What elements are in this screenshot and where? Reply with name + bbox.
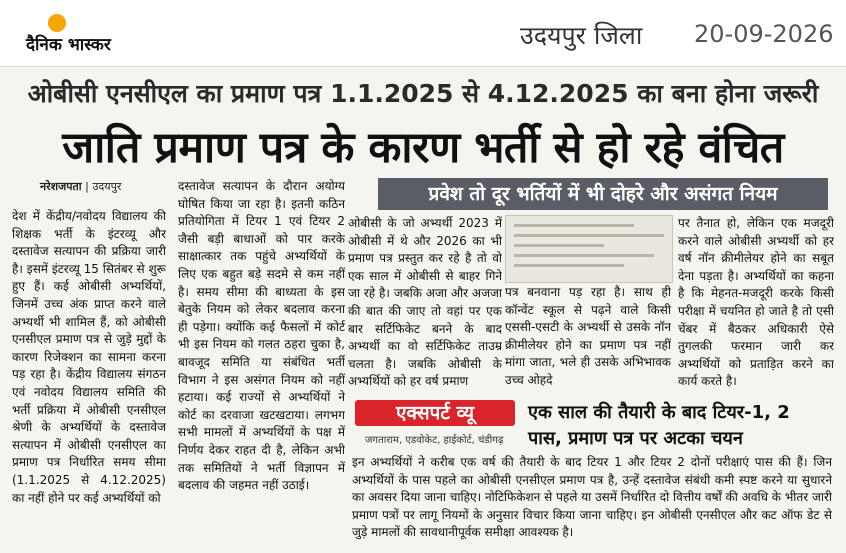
article-column-1: [12, 208, 166, 548]
sun-logo-icon: [48, 14, 66, 32]
expert-view-tag: एक्सपर्ट व्यू: [355, 400, 515, 426]
article-column-3: [348, 215, 502, 395]
district-label: उदयपुर जिला: [520, 21, 643, 50]
byline-name: नरेशजपता: [40, 180, 82, 193]
masthead: [0, 0, 846, 67]
article-column-4: [678, 215, 834, 395]
logo-text: दैनिक भास्कर: [26, 35, 111, 55]
section-banner: प्रवेश तो दूर भर्तियों में भी दोहरे और असंगत नियम: [378, 178, 828, 210]
byline-place: उदयपुर: [92, 180, 122, 193]
main-headline: जाति प्रमाण पत्र के कारण भर्ती से हो रहे वंचित: [62, 123, 784, 173]
expert-heading-line-2: पास, प्रमाण पत्र पर अटका चयन: [528, 428, 743, 449]
column-4-text: पर तैनात हो, लेकिन एक मजदूरी करने वाले ओबीसी अभ्यर्थी को हर वर्ष नॉन क्रीमीलेयर होने का सबूत देना पड़ता है। अभ्यर्थियों का कहना है कि मेहनत-मजदूरी करके किसी परीक्षा में चयनित हो जाते है तो एसी चेंबर में बैठकर अधिकारी ऐसे तुगलकी फरमान जारी कर अभ्यर्थियों को प्रताड़ित करने का कार्य करते है।: [678, 216, 834, 389]
expert-body-text: इन अभ्यर्थियों ने करीब एक वर्ष की तैयारी के बाद टियर 1 और टियर 2 दोनों परीक्षाएं पास की हैं। जिन अभ्यर्थियों के पास पहले का ओबीसी एनसीएल प्रमाण पत्र है, उन्हें दस्तावेज संबंधी कमी स्पष्ट करने या सुधारने का अवसर दिया जाना चाहिए। नोटिफिकेशन से पहले या उसमें निर्धारित दो वित्तीय वर्षों की अवधि के भीतर जारी प्रमाण पत्रों पर लागू नियमों के अनुसार विचार किया जाना चाहिए। इन ओबीसी एनसीएल और कट ऑफ डेट से जुड़े मामलों की सावधानीपूर्वक समीक्षा आवश्यक है।: [352, 455, 832, 540]
byline: नरेशजपता | उदयपुर: [40, 180, 122, 193]
certificate-image: [505, 215, 673, 283]
expert-heading-line-1: एक साल की तैयारी के बाद टियर-1, 2: [528, 402, 790, 423]
column-3b-text: पत्र बनवाना पड़ रहा है। साथ ही कॉन्वेंट स्कूल से पढ़ने वाले किसी एससी-एसटी के अभ्यर्थी से उसके नॉन क्रीमीलेयर होने का प्रमाण पत्र नहीं मांगा जाता, भले ही उसके अभिभावक उच्च ओहदे: [505, 285, 671, 387]
article-column-2: [178, 178, 345, 548]
column-3-text: ओबीसी के जो अभ्यर्थी 2023 में ओबीसी में थे और 2026 का भी प्रमाण पत्र प्रस्तुत कर रहे है तो वो एक साल में ओबीसी से बाहर गिने जा रहे है। जबकि अजा और अजजा की बात की जाए तो वहां पर एक बार सर्टिफिकेट बनने के बाद अभ्यर्थी का वो सर्टिफिकेट ताउम्र चलता है। जबकि ओबीसी के अभ्यर्थियों को हर वर्ष प्रमाण: [348, 216, 502, 389]
edition-date: 20-09-2026: [694, 20, 834, 48]
sub-headline: ओबीसी एनसीएल का प्रमाण पत्र 1.1.2025 से 4.12.2025 का बना होना जरूरी: [27, 79, 819, 108]
newspaper-logo: [26, 14, 166, 54]
article-column-3b: [505, 284, 671, 395]
expert-byline: जगताराम, एडवोकेट, हाईकोर्ट, चंडीगढ़: [365, 435, 504, 446]
expert-body: [352, 454, 832, 550]
column-1-text: देश में केंद्रीय/नवोदय विद्यालय की शिक्षक भर्ती के इंटरव्यू और दस्तावेज सत्यापन की प्रक्रिया जारी है। इसमें इंटरव्यू 15 सितंबर से शुरू हुए हैं। कई ओबीसी अभ्यर्थियों, जिनमें उच्च अंक प्राप्त करने वाले अभ्यर्थी भी शामिल हैं, को ओबीसी एनसीएल प्रमाण पत्र से जुड़े मुद्दों के कारण रिजेक्शन का सामना करना पड़ रहा है। केंद्रीय विद्यालय संगठन एवं नवोदय विद्यालय समिति की भर्ती प्रक्रिया में ओबीसी एनसीएल श्रेणी के अभ्यर्थियों के दस्तावेज सत्यापन में ओबीसी एनसीएल का प्रमाण पत्र निर्धारित समय सीमा (1.1.2025 से 4.12.2025) का नहीं होने पर कई अभ्यर्थियों को: [12, 209, 166, 505]
column-2-text: दस्तावेज सत्यापन के दौरान अयोग्य घोषित किया जा रहा है। इतनी कठिन प्रतियोगिता में टियर 1 एवं टियर 2 जैसी बड़ी बाधाओं को पार करके साक्षात्कार तक पहुंचे अभ्यर्थियों के लिए एक बहुत बड़े सदमे से कम नहीं है। समय सीमा की बाध्यता के इस बेतुके नियम को लेकर बदलाव करना ही पड़ेगा। क्योंकि कई फैसलों में कोर्ट भी इस नियम को गलत ठहरा चुका है, बावजूद समिति या संबंधित भर्ती विभाग ने इस असंगत नियम को नहीं हटाया। कई राज्यों से अभ्यर्थियों ने कोर्ट का दरवाजा खटखटाया। लगभग सभी मामलों में अभ्यर्थियों के पक्ष में निर्णय देकर राहत दी है, लेकिन अभी तक समितियों ने भर्ती विज्ञापन में बदलाव की जहमत नहीं उठाई।: [178, 179, 345, 493]
